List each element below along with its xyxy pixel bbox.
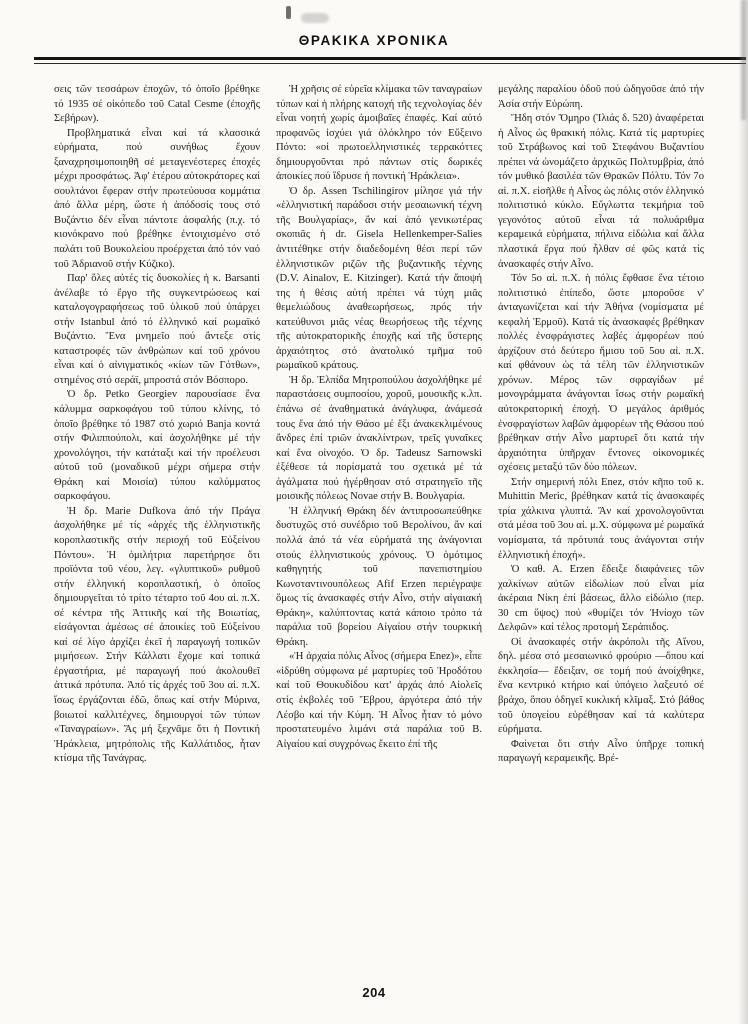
paragraph: Ἡ δρ. Marie Dufkova ἀπό τήν Πράγα ἀσχολήθηκε μέ τίς «ἀρχές τῆς ἑλληνιστικῆς κοροπλαστικῆς στήν περιοχή τοῦ Εὐξείνου Πόντου». Ἡ ὁμιλήτρια παρετήρησε ὅτι προϊόντα τοῦ νέου, λεγ. «γλυπτικοῦ» ρυθμοῦ στήν ἑλληνική κοροπλαστική, ὁ ὁποῖος δημιουργεῖται τό τρίτο τέταρτο τοῦ 4ου αἰ. π.Χ. σέ κέντρα τῆς Ἀττικῆς καί τῆς Βοιωτίας, εἰσάγονται ἀμέσως σέ ἀποικίες τοῦ Εὐξείνου καί σέ λίγο ἀρχίζει ἐκεῖ ἡ παραγωγή τοπικῶν μιμήσεων. Στήν Κάλλατι ἔχομε καί τοπικά ἐργαστήρια, μέ παραγωγή πού ἀκολουθεῖ ἀττικά πρότυπα. Ἀπό τίς ἀρχές τοῦ 3ου αἰ. π.Χ. ἴσως ἐργάζονται ἐδῶ, ὅπως καί στήν Μύρινα, βοιωτοί καλλιτέχνες, δημιουργοί τῶν τύπων «Ταναγραίων». Ἄς μή ξεχνᾶμε ὅτι ἡ Ποντική Ἡράκλεια, μητρόπολις τῆς Καλλάτιδος, ἦταν κτίσμα τῆς Τανάγρας. (54, 505, 260, 765)
page-number: 204 (362, 985, 386, 1000)
text-column-1 (54, 83, 260, 767)
paragraph: «Ἡ ἀρχαία πόλις Αἶνος (σήμερα Enez)», εἶπε «ἱδρύθη σύμφωνα μέ μαρτυρίες τοῦ Ἡροδότου καί τοῦ Θουκυδίδου κατ' ἀρχάς ἀπό Αἰολεῖς στίς ἐκβολές τοῦ Ἕβρου, ἀργότερα ἀπό τήν Λέσβο καί τήν Κύμη. Ἡ Αἶνος ἦταν τό μόνο προστατευμένο λιμάνι στά παράλια τοῦ Β. Αἰγαίου καί συγχρόνως ἔκειτο ἐπί τῆς (276, 651, 482, 750)
scan-edge-shadow-top (741, 0, 746, 120)
paragraph: Ὁ δρ. Petko Georgiev παρουσίασε ἕνα κάλυμμα σαρκοφάγου τοῦ τύπου κλίνης, τό ὁποῖο βρέθηκε τό 1987 στό χωριό Banja κοντά στήν Φιλιππούπολι, καί ἀσχολήθηκε μέ τήν χρονολόγησι, τήν κατάταξι καί τήν προέλευσι αὐτοῦ τοῦ (μοναδικοῦ μέχρι σήμερα στήν Θράκη καί Μοισία) τύπου καλύμματος σαρκοφάγου. (54, 389, 260, 503)
paragraph: Οἱ ἀνασκαφές στήν ἀκρόπολι τῆς Αἴνου, δηλ. μέσα στό μεσαιωνικό φρούριο —ὅπου καί ἐκκλησία— ἔδειξαν, σε τομή πού ἀνοίχθηκε, ἕνα κεντρικό κτήριο καί ὑπόγειο λαξευτό σέ βράχο, ὅπου ὁδηγεῖ κυκλική κλῖμαξ. Στό βάθος τοῦ ὑπογείου εὑρέθησαν καί τά καλύτερα εὑρήματα. (498, 636, 704, 736)
paragraph: Ὁ καθ. Α. Erzen ἔδειξε διαφάνειες τῶν χαλκίνων αὐτῶν εἰδωλίων πού εἶναι μία ἀκέραια Νίκη ἐπί βάσεως, ἄλλο εἰδώλιο (περ. 30 cm ὕψος) πού «θυμίζει τόν Ἡνίοχο τῶν Δελφῶν» καί τέλος προτομή Σεράπιδος. (498, 564, 704, 634)
scan-speck (286, 6, 291, 19)
paragraph: μεγάλης παραλίου ὁδοῦ πού ὡδηγοῦσε ἀπό τήν Ἀσία στήν Εὐρώπη. (498, 84, 704, 110)
paragraph: σεις τῶν τεσσάρων ἐποχῶν, τό ὁποῖο βρέθηκε τό 1935 σέ οἰκόπεδο τοῦ Catal Cesme (ἐποχῆς Σεβήρων). (54, 84, 260, 125)
paragraph: Ἡ ἑλληνική Θράκη δέν ἀντιπροσωπεύθηκε δυστυχῶς στό συνέδριο τοῦ Βερολίνου, ἄν καί πολλά ἀπό τά νέα εὑρήματά της ἀνάγονται στούς ἑλληνιστικούς χρόνους. Ὁ ὁμότιμος καθηγητής τοῦ πανεπιστημίου Κωνσταντινουπόλεως Afif Erzen περιέγραψε ὅμως τίς ἀνασκαφές στήν Αἶνο, στήν αἰγαιακή Θράκη», καλύπτοντας κατά κάποιο τρόπο τά παράλια τοῦ βορείου Αἰγαίου στήν τουρκική Θράκη. (276, 505, 482, 648)
paragraph: Ἡ δρ. Ἐλπίδα Μητροπούλου ἀσχολήθηκε μέ παραστάσεις συμποσίου, χοροῦ, μουσικῆς κ.λπ. ἐπάνω σέ ἀναθηματικά ἀνάγλυφα, ἀνάμεσά τους ἕνα ἀπό τήν Θάσο μέ ἕξι ἀνακεκλιμένους ἄνδρες ἐπί τριῶν ἀνακλίντρων, τρεῖς γυναῖκες καί ἕνα οἰνοχόο. Ὁ δρ. Tadeusz Sarnowski ἐξέθεσε τά πορίσματά του σχετικά μέ τά ἀγάλματα πού ἠγέρθησαν στό στρατηγεῖο τῆς μοισικῆς πόλεως Novae στήν Β. Βουλγαρία. (276, 374, 482, 503)
text-column-3 (498, 83, 704, 767)
paragraph: Ὁ δρ. Assen Tschilingirov μίλησε γιά τήν «ἑλληνιστική παράδοσι στήν μεσαιωνική τέχνη τῆς Βουλγαρίας», ἄν καί ἀπό γενικωτέρας σκοπιᾶς ἡ dr. Gisela Hellenkemper-Salies ἀντιτέθηκε στήν διαδεδομένη θέσι περί τῶν ἑλληνιστικῶν ριζῶν τῆς βυζαντικῆς τέχνης (D.V. Ainalov, E. Kitzinger). Κατά τήν ἄποψή της ἡ θέσις αὐτή πρέπει νά τύχη μιᾶς θεμελιώδους ἀναθεωρήσεως, πρός τήν κατεύθυνσι μιᾶς νέας θεωρήσεως τῆς τέχνης τῆς αὐτοκρατορικῆς ἐποχῆς καί τῆς ὕστερης ἀρχαιότητος στό ἀνατολικό τμῆμα τοῦ ρωμαϊκοῦ κράτους. (276, 185, 482, 372)
header-divider-rule (34, 57, 746, 64)
text-block (54, 83, 704, 767)
paragraph: Στήν σημερινή πόλι Enez, στόν κῆπο τοῦ κ. Muhittin Meric, βρέθηκαν κατά τίς ἀνασκαφές τρία χάλκινα γλυπτά. Ἄν καί χρονολογοῦνται στά μέσα τοῦ 3ου αἰ. μ.Χ. σύμφωνα μέ ρωμαϊκά νομίσματα, τά πρότυπά τους ἀνάγονται στήν ἑλληνιστική ἐποχή». (498, 476, 704, 561)
paragraph: Τόν 5ο αἰ. π.Χ. ἡ πόλις ἔφθασε ἕνα τέτοιο πολιτιστικό ἐπίπεδο, ὥστε μποροῦσε ν' ἀνταγωνίζεται καί τήν Ἀθήνα (νομίσματα μέ κεφαλή Ἑρμοῦ). Κατά τίς ἀνασκαφές βρέθηκαν πολλές ἐνσφράγιστες λαβές ἀμφορέων πού ἀρχίζουν στό δεύτερο ἥμισυ τοῦ 5ου αἰ. π.Χ. καί φθάνουν ὡς τά τέλη τῶν ἑλληνιστικῶν χρόνων. Μέρος τῶν σφραγίδων μέ μονογράμματα ἀνάγονται ἴσως στήν ρωμαϊκή αὐτοκρατορική ἐποχή. Ὁ μεγάλος ἀριθμός ἐνσφραγίστων λαβῶν ἀμφορέων τῆς Θάσου πού βρέθηκαν στήν Αἶνο μαρτυρεῖ ὅτι κατά τήν ἀρχαιότητα ὑπῆρχαν ἔντονες οἰκονομικές σχέσεις μεταξύ τῶν δύο πόλεων. (498, 273, 704, 474)
paragraph: Προβληματικά εἶναι καί τά κλασσικά εὑρήματα, πού συνήθως ἔχουν ξαναχρησιμοποιηθῆ σέ μεταγενέστερες ἐποχές μέχρι προσφάτως. Ἀφ' ἑτέρου αὐτοκράτορες καί σουλτάνοι ἔφεραν στήν πρωτεύουσα κομμάτια ἀπό ἄλλα μέρη, ὥστε ἡ ἀπόδοσίς τους στό Βυζάντιο δέν εἶναι πάντοτε ἀσφαλής (π.χ. τό κιονόκρανο πού βρέθηκε ἐντοιχισμένο στό παλάτι τοῦ Βουκολείου προέρχεται ἀπό τόν ναό τοῦ Ἀδριανοῦ στήν Κύζικο). (54, 127, 260, 270)
scan-smudge (301, 13, 329, 23)
paragraph: Ἤδη στόν Ὅμηρο (Ἰλιάς δ. 520) ἀναφέρεται ἡ Αἶνος ὡς θρακική πόλις. Κατά τίς μαρτυρίες τοῦ Στράβωνος καί τοῦ Στεφάνου Βυζαντίου πρέπει νά ὠνομάζετο ἀρχικῶς Πολτυμβρία, ἀπό τόν μυθικό βασιλέα τῶν Θρακῶν Πόλτυ. Τόν 7ο αἰ. π.Χ. εἰσῆλθε ἡ Αἶνος ὡς πόλις στόν ἑλληνικό πολιτιστικό κύκλο. Εὔγλωττα τεκμήρια τοῦ γεγονότος αὐτοῦ εἶναι τά πολυάριθμα κεραμεικά εὑρήματα, πήλινα εἰδώλια καί ἄλλα πλαστικά ἔργα πού ἦλθαν σέ φῶς κατά τίς ἀνασκαφές στήν Αἶνο. (498, 113, 704, 270)
paragraph: Παρ' ὅλες αὐτές τίς δυσκολίες ἡ κ. Barsanti ἀνέλαβε τό ἔργο τῆς συγκεντρώσεως καί καταλογογραφήσεως τοῦ ὑλικοῦ πού ὑπάρχει στήν Istanbul ἀπό τό ἑλληνικό καί ρωμαϊκό Βυζάντιο. Ἕνα μνημεῖο πού ἄντεξε στίς καταστροφές τῶν ἀνθρώπων καί τοῦ χρόνου εἶναι καί ὁ αἰνιγματικός «κίων τῶν Γότθων», στημένος στό σεράϊ, μπροστά στόν Βόσπορο. (54, 273, 260, 386)
text-column-2 (276, 83, 482, 767)
page-title: ΘΡΑΚΙΚΑ ΧΡΟΝΙΚΑ (298, 33, 450, 48)
paragraph: Φαίνεται ὅτι στήν Αἶνο ὑπῆρχε τοπική παραγωγή κεραμεικῆς. Βρέ- (498, 738, 704, 765)
paragraph: Ἡ χρῆσις σέ εὐρεῖα κλίμακα τῶν ταναγραίων τύπων καί ἡ πλήρης κατοχή τῆς τεχνολογίας δέν εἶναι νοητή χωρίς ἀμοιβαῖες ἐπαφές. Καί αὐτό προφανῶς ἰσχύει γιά ὁλόκληρο τόν Εὔξεινο Πόντο: «οἱ πρωτοελληνιστικές τερρακόττες δημιουργοῦνται πρό πάντων στίς δωρικές ἀποικίες πού ἵδρυσε ἡ ποντική Ἡράκλεια». (276, 84, 482, 183)
scan-edge-shadow (738, 0, 748, 1024)
